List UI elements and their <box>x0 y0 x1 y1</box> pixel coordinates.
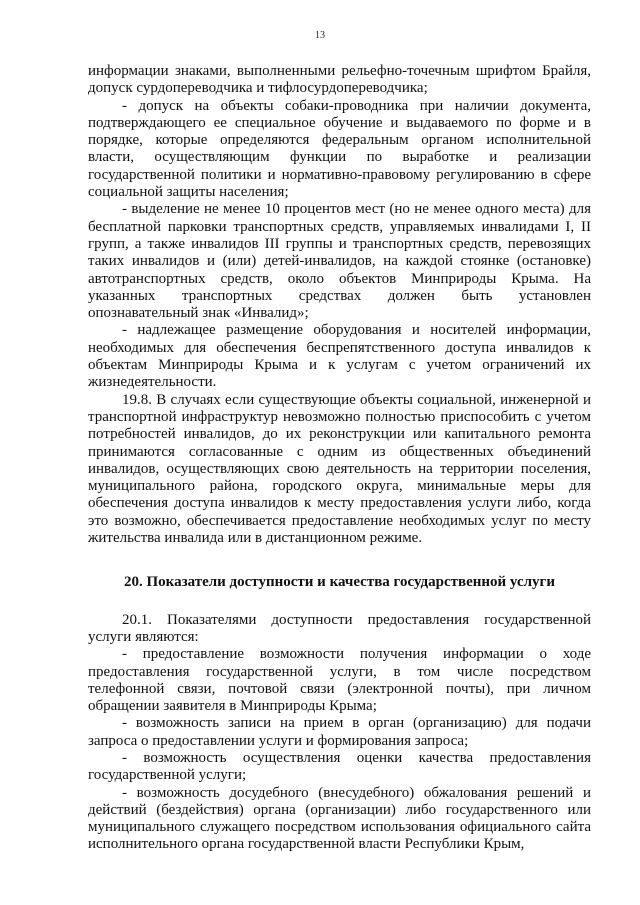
page-number: 13 <box>315 30 325 41</box>
paragraph-19-8: 19.8. В случаях если существующие объекты социальной, инженерной и транспортной инфраструктур невозможно полностью приспособить с учетом потребностей инвалидов, до их реконструкции или капитального ремонта принимаются согласованные с одним из общественных объединений инвалидов, осуществляющих свою деятельность на территории поселения, муниципального района, городского округа, минимальные меры для обеспечения доступа инвалидов к месту предоставления услуги либо, когда это возможно, обеспечивается предоставление необходимых услуг по месту жительства инвалида или в дистанционном режиме. <box>88 391 591 547</box>
section-title: 20. Показатели доступности и качества государственной услуги <box>124 574 555 591</box>
paragraph-quality-assessment: - возможность осуществления оценки качества предоставления государственной услуги; <box>88 749 591 784</box>
paragraph-appointment: - возможность записи на прием в орган (организацию) для подачи запроса о предоставлении услуги и формирования запроса; <box>88 715 591 749</box>
paragraph-parking-allocation: - выделение не менее 10 процентов мест (но не менее одного места) для бесплатной парковки транспортных средств, управляемых инвалидами I, II групп, а также инвалидов III группы и транспортных средств, перевозящих таких инвалидов и (или) детей-инвалидов, на каждой стоянке (остановке) автотранспортных средств, около объектов Минприроды Крыма. На указанных транспортных средствах должен быть установлен опознавательный знак «Инвалид»; <box>88 201 591 322</box>
paragraph-equipment-placement: - надлежащее размещение оборудования и носителей информации, необходимых для обеспечения беспрепятственного доступа инвалидов к объектам Минприроды Крыма и к услугам с учетом ограничений их жизнедеятельности. <box>88 322 591 391</box>
paragraph-info-access: - предоставление возможности получения информации о ходе предоставления государственной услуги, в том числе посредством телефонной связи, почтовой связи (электронной почты), при личном обращении заявителя в Минприроды Крыма; <box>88 646 591 715</box>
paragraph-20-1: 20.1. Показателями доступности предоставления государственной услуги являются: <box>88 611 591 645</box>
paragraph-guide-dog-access: - допуск на объекты собаки-проводника при наличии документа, подтверждающего ее специальное обучение и выдаваемого по форме и в порядке, которые определяются федеральным органом исполнительной власти, осуществляющим функции по выработке и реализации государственной политики и нормативно-правовому регулированию в сфере социальной защиты населения; <box>88 97 591 201</box>
paragraph-continuation: информации знаками, выполненными рельефно-точечным шрифтом Брайля, допуск сурдопереводчика и тифлосурдопереводчика; <box>88 63 591 97</box>
page-body <box>88 63 591 854</box>
paragraph-appeal: - возможность досудебного (внесудебного) обжалования решений и действий (бездействия) органа (организации) либо государственного или муниципального служащего посредством использования официального сайта исполнительного органа государственной власти Республики Крым, <box>88 784 591 853</box>
